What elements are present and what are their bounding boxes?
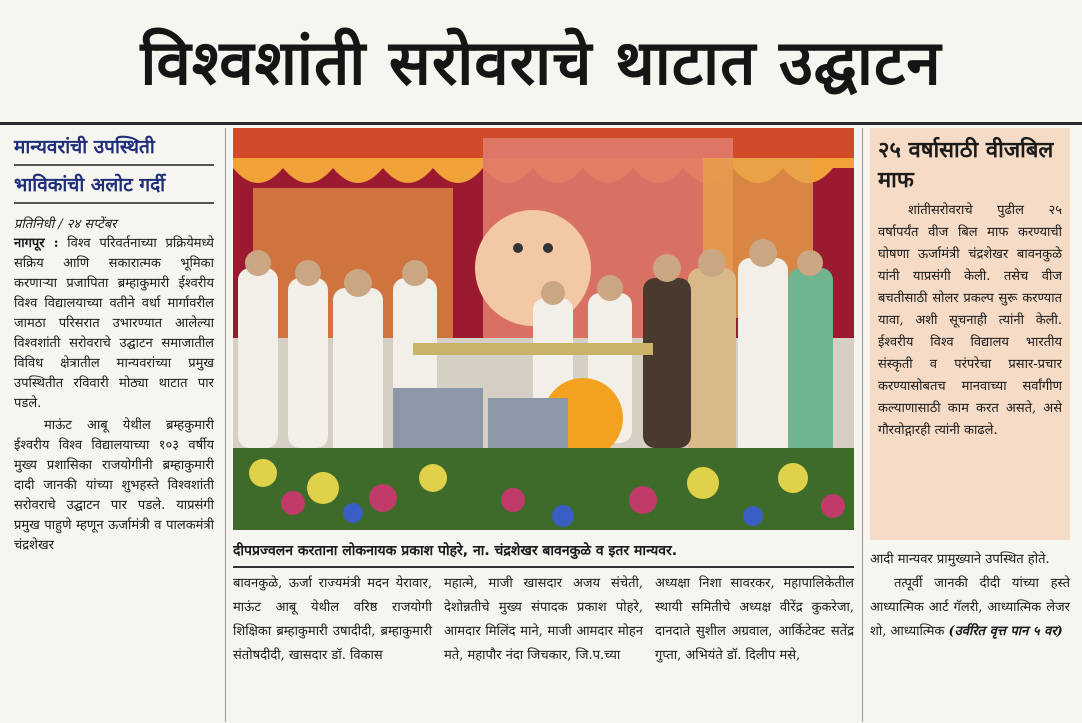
news-photo [233, 128, 854, 530]
article-paragraph: आदी मान्यवर प्रामुख्याने उपस्थित होते. [870, 552, 1050, 567]
article-text: तत्पूर्वी जानकी दीदी यांच्या हस्ते आध्यात्मिक आर्ट गॅलरी, आध्यात्मिक लेजर शो, आध्यात्मिक [870, 576, 1070, 639]
dateline-place: नागपूर : [14, 236, 59, 251]
kicker-1: मान्यवरांची उपस्थिती [14, 128, 214, 166]
article-text: विश्व परिवर्तनाच्या प्रक्रियेमध्ये सक्रिय आणि सकारात्मक भूमिका करणाऱ्या प्रजापिता ब्रम्हाकुमारी ईश्वरीय विश्व विद्यालयाच्या वतीने वर्धा मार्गावरील जामठा परिसरात उभारण्यात आलेल्या विश्वशांती सरोवराचे उद्घाटन समाजातील विविध क्षेत्रातील मान्यवरांच्या प्रमुख उपस्थितीत रविवारी मोठ्या थाटात पार पडले. [14, 236, 214, 411]
photo-caption: दीपप्रज्वलन करताना लोकनायक प्रकाश पोहरे, ना. चंद्रशेखर बावनकुळे व इतर मान्यवर. [233, 536, 854, 568]
article-column: महात्मे, माजी खासदार अजय संचेती, देशोन्नतीचे मुख्य संपादक प्रकाश पोहरे, आमदार मिलिंद माने, माजी आमदार मोहन मते, महापौर नंदा जिचकार, जि.प.च्या [444, 576, 643, 663]
article-column: अध्यक्षा निशा सावरकर, महापालिकेतील स्थायी समितीचे अध्यक्ष वीरेंद्र कुकरेजा, दानदाते सुशील अग्रवाल, आर्किटेक्ट सतेंद्र गुप्ता, अभियंते डॉ. दिलीप मसे, [655, 576, 854, 663]
sidebar-box [870, 128, 1070, 540]
article-paragraph [870, 572, 1070, 644]
column-divider [225, 128, 226, 722]
headline: विश्वशांती सरोवराचे थाटात उद्घाटन [140, 26, 942, 99]
stage-photo-illustration [233, 128, 854, 530]
headline-banner [0, 0, 1082, 125]
sidebar-title: २५ वर्षासाठी वीजबिल माफ [878, 138, 1054, 193]
sidebar-text: शांतीसरोवराचे पुढील २५ वर्षापर्यंत वीज बिल माफ करण्याची घोषणा ऊर्जामंत्री चंद्रशेखर बावनकुळे यांनी याप्रसंगी केली. तसेच वीज बचतीसाठी सोलर प्रकल्प सुरू करण्यात यावा, अशी सूचनाही त्यांनी केली. ईश्वरीय विश्व विद्यालय भारतीय संस्कृती व परंपरेचा प्रसार-प्रचार करण्यासोबतच मानवाच्या सर्वांगीण कल्याणासाठी काम करत असते, असे गौरवोद्गारही त्यांनी काढले. [878, 203, 1062, 438]
continued-note: (उर्वरित वृत्त पान ५ वर) [948, 624, 1063, 639]
article-paragraph [14, 234, 214, 414]
left-column [14, 128, 214, 723]
kicker-2: भाविकांची अलोट गर्दी [14, 166, 214, 204]
article-column: बावनकुळे, ऊर्जा राज्यमंत्री मदन येरावार, माऊंट आबू येथील वरिष्ठ राजयोगी शिक्षिका ब्रम्हाकुमारी उषादीदी, ब्रम्हाकुमारी संतोषदीदी, खासदार डॉ. विकास [233, 576, 432, 663]
column-divider [862, 128, 863, 722]
article-paragraph: माऊंट आबू येथील ब्रम्हकुमारी ईश्वरीय विश्व विद्यालयाच्या १०३ वर्षीय मुख्य प्रशासिका राजयोगीनी ब्रम्हाकुमारी दादी जानकी यांच्या शुभहस्ते विश्वशांती सरोवराचे उद्घाटन पार पडले. याप्रसंगी प्रमुख पाहुणे म्हणून ऊर्जामंत्री व पालकमंत्री चंद्रशेखर [14, 418, 214, 553]
article-columns [233, 572, 854, 722]
right-column-continuation [870, 548, 1070, 720]
byline: प्रतिनिधी / २४ सप्टेंबर [14, 217, 117, 232]
